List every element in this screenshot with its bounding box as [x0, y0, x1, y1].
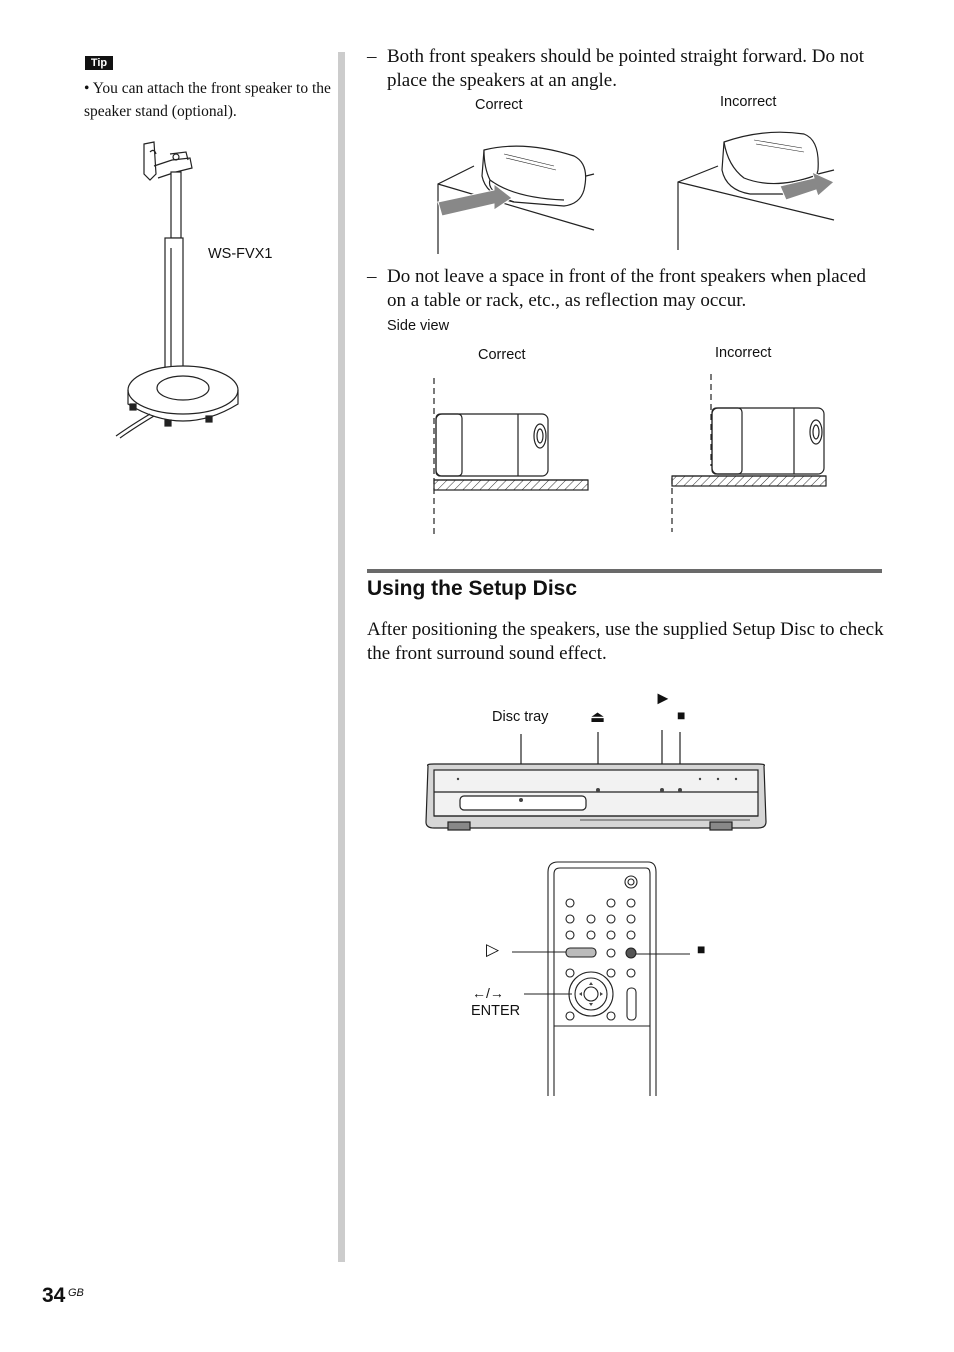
dvd-player-illustration — [420, 730, 772, 834]
side-correct-label: Correct — [478, 347, 526, 363]
section-rule — [367, 569, 882, 573]
side-view-correct-illustration — [430, 378, 595, 536]
section-paragraph — [367, 618, 887, 666]
tip-badge: Tip — [85, 56, 113, 70]
remote-play-icon: ▷ — [486, 940, 500, 959]
remote-stop-icon: ■ — [697, 941, 706, 957]
section-paragraph-line1: After positioning the speakers, use the supplied Setup Disc to check — [367, 619, 884, 640]
stand-model-label: WS-FVX1 — [208, 246, 273, 262]
disc-tray-label: Disc tray — [492, 709, 549, 725]
bullet-1-line1: Both front speakers should be pointed straight forward. Do not — [387, 46, 865, 67]
column-divider — [338, 52, 345, 1262]
bullet-2-line2: on a table or rack, etc., as reflection may occur. — [387, 290, 747, 311]
tip-text: • You can attach the front speaker to the speaker stand (optional). — [84, 80, 331, 120]
side-view-label: Side view — [387, 318, 450, 334]
angle-incorrect-label: Incorrect — [720, 94, 777, 110]
bullet-1-line2: place the speakers at an angle. — [387, 70, 617, 91]
enter-label: ENTER — [471, 1003, 521, 1019]
side-incorrect-label: Incorrect — [715, 345, 772, 361]
eject-icon: ⏏ — [590, 709, 606, 726]
play-icon: ► — [654, 688, 672, 708]
bullet-2-line1: Do not leave a space in front of the front speakers when placed — [387, 266, 867, 287]
speaker-stand-illustration — [110, 138, 250, 438]
arrows-icon: ←/→ — [472, 985, 504, 1001]
section-heading: Using the Setup Disc — [367, 577, 578, 600]
page-number: 34 — [42, 1284, 66, 1307]
speaker-angle-correct-illustration — [434, 140, 604, 255]
side-view-incorrect-illustration — [668, 374, 833, 534]
speaker-angle-incorrect-illustration — [674, 120, 844, 250]
bullet-dash-1: – — [367, 46, 377, 67]
section-paragraph-line2: the front surround sound effect. — [367, 643, 607, 664]
bullet-dash-2: – — [367, 266, 377, 287]
page-suffix: GB — [68, 1287, 84, 1299]
angle-correct-label: Correct — [475, 97, 523, 113]
remote-control-illustration — [510, 858, 690, 1098]
stop-icon: ■ — [677, 707, 686, 723]
